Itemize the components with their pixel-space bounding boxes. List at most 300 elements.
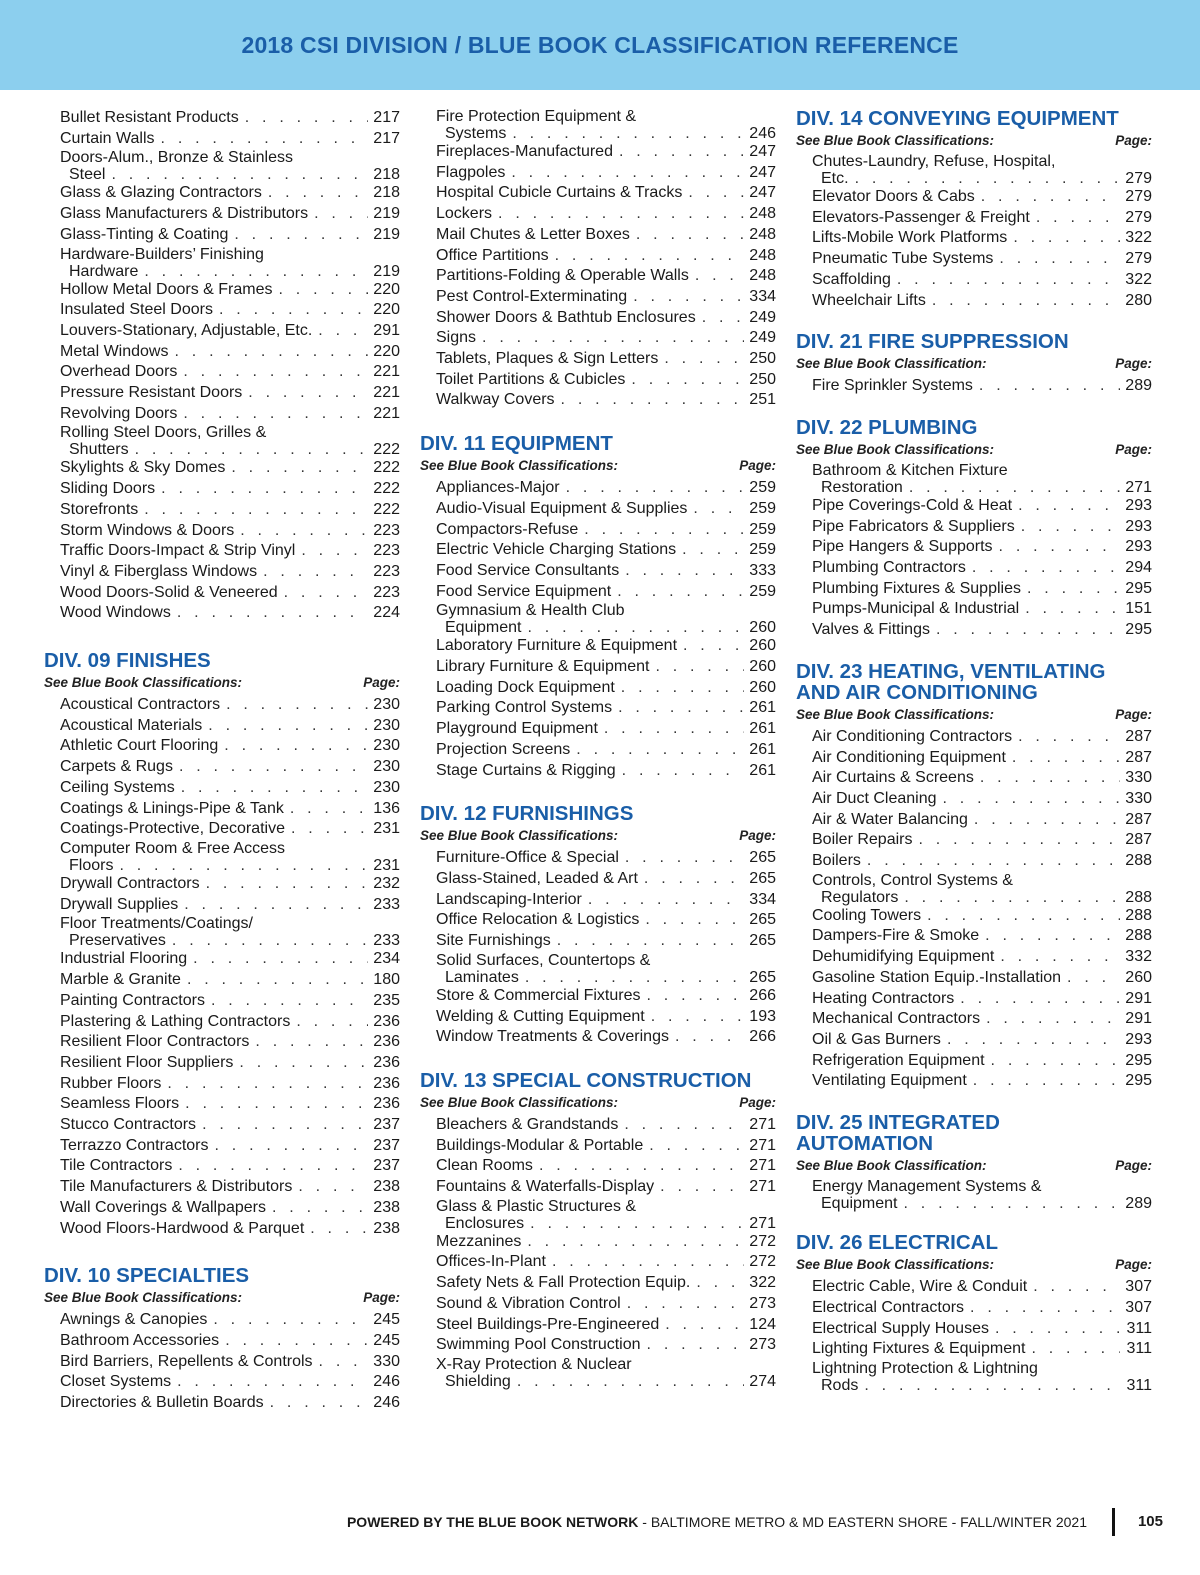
entry-page-number: 293 bbox=[1125, 517, 1152, 535]
classification-list bbox=[796, 153, 1152, 311]
entry-name: Painting Contractors bbox=[60, 991, 205, 1009]
entry-page-number: 293 bbox=[1125, 538, 1152, 556]
entry-page-number: 236 bbox=[373, 1074, 400, 1092]
entry-row bbox=[436, 1273, 776, 1294]
dot-leader bbox=[974, 810, 1120, 831]
classification-subheading bbox=[796, 133, 1152, 148]
entry-row bbox=[812, 228, 1152, 249]
entry-name: Glass & Plastic Structures & bbox=[436, 1197, 637, 1215]
footer-edition: - BALTIMORE METRO & MD EASTERN SHORE - FALL/WINTER 2021 bbox=[638, 1514, 1087, 1530]
division-heading bbox=[420, 433, 776, 454]
entry-name: Drywall Supplies bbox=[60, 895, 179, 913]
entry-name: Electric Cable, Wire & Conduit bbox=[812, 1278, 1028, 1296]
entry-page-number: 223 bbox=[373, 542, 400, 560]
entry-name: Bathroom & Kitchen Fixture bbox=[812, 461, 1008, 479]
classification-entry bbox=[436, 1115, 776, 1136]
page-title: 2018 CSI DIVISION / BLUE BOOK CLASSIFICATION REFERENCE bbox=[241, 31, 959, 58]
entry-page-number: 236 bbox=[373, 1012, 400, 1030]
entry-name: Coatings-Protective, Decorative bbox=[60, 820, 285, 838]
dot-leader bbox=[167, 1074, 368, 1095]
entry-name: Fireplaces-Manufactured bbox=[436, 143, 613, 160]
entry-row bbox=[60, 1219, 400, 1240]
page-column-label: Page: bbox=[363, 675, 400, 691]
entry-row bbox=[436, 890, 776, 911]
classification-entry bbox=[436, 1156, 776, 1177]
entry-page-number: 260 bbox=[1125, 968, 1152, 986]
entry-row bbox=[60, 874, 400, 895]
classification-entry bbox=[812, 947, 1152, 968]
entry-page-number: 273 bbox=[749, 1336, 776, 1354]
entry-page-number: 246 bbox=[373, 1394, 400, 1412]
entry-page-number: 248 bbox=[749, 205, 776, 223]
page-column-label: Page: bbox=[1115, 706, 1152, 722]
classification-entry bbox=[812, 517, 1152, 538]
entry-name: Air Conditioning Contractors bbox=[812, 727, 1013, 745]
entry-name: Wood Floors-Hardwood & Parquet bbox=[60, 1219, 305, 1237]
classification-entry bbox=[812, 1360, 1152, 1394]
dot-leader bbox=[144, 263, 368, 280]
entry-name: Glass-Stained, Leaded & Art bbox=[436, 869, 638, 887]
entry-row bbox=[60, 280, 400, 301]
entry-name: Awnings & Canopies bbox=[60, 1311, 208, 1329]
entry-name: Sliding Doors bbox=[60, 480, 156, 498]
classification-entry bbox=[60, 1115, 400, 1136]
classification-entry bbox=[60, 383, 400, 404]
dot-leader bbox=[226, 695, 368, 716]
classification-entry bbox=[812, 1339, 1152, 1360]
entry-row bbox=[812, 170, 1152, 187]
division-section bbox=[420, 108, 776, 411]
classification-list bbox=[420, 848, 776, 1048]
division-heading-line: DIV. 12 FURNISHINGS bbox=[420, 802, 634, 826]
classification-entry bbox=[60, 149, 400, 183]
classification-entry bbox=[436, 698, 776, 719]
dot-leader bbox=[1027, 579, 1120, 600]
entry-page-number: 265 bbox=[749, 932, 776, 950]
entry-name-continued: Etc. bbox=[821, 170, 849, 187]
entry-page-number: 288 bbox=[1125, 852, 1152, 870]
subheading-label: See Blue Book Classifications: bbox=[420, 828, 619, 844]
dot-leader bbox=[318, 321, 368, 342]
classification-entry bbox=[60, 1032, 400, 1053]
dot-leader bbox=[245, 108, 368, 129]
classification-entry bbox=[812, 789, 1152, 810]
entry-row bbox=[60, 1074, 400, 1095]
entry-name: Audio-Visual Equipment & Supplies bbox=[436, 499, 688, 517]
entry-row bbox=[60, 263, 400, 280]
entry-name: Window Treatments & Coverings bbox=[436, 1028, 669, 1046]
dot-leader bbox=[625, 848, 744, 869]
page-column-label: Page: bbox=[739, 828, 776, 844]
dot-leader bbox=[181, 778, 368, 799]
entry-row bbox=[812, 1030, 1152, 1051]
classification-entry bbox=[812, 620, 1152, 641]
dot-leader bbox=[696, 1273, 744, 1294]
page-column-label: Page: bbox=[739, 458, 776, 474]
entry-page-number: 223 bbox=[373, 583, 400, 601]
entry-page-number: 247 bbox=[749, 143, 776, 160]
dot-leader bbox=[119, 857, 368, 874]
dot-leader bbox=[272, 1198, 368, 1219]
entry-row bbox=[812, 479, 1152, 496]
entry-page-number: 221 bbox=[373, 404, 400, 422]
entry-page-number: 259 bbox=[749, 582, 776, 600]
entry-name: Directories & Bulletin Boards bbox=[60, 1394, 264, 1412]
entry-row bbox=[60, 166, 400, 183]
entry-row bbox=[60, 736, 400, 757]
entry-page-number: 136 bbox=[373, 799, 400, 817]
entry-name: Steel Buildings-Pre-Engineered bbox=[436, 1315, 660, 1333]
entry-name: Air Conditioning Equipment bbox=[812, 748, 1006, 766]
division-heading bbox=[44, 1265, 400, 1286]
entry-name: Pest Control-Exterminating bbox=[436, 287, 628, 305]
division-heading-line: DIV. 21 FIRE SUPPRESSION bbox=[796, 330, 1069, 354]
entry-name: Pipe Coverings-Cold & Heat bbox=[812, 496, 1013, 514]
division-heading-line: DIV. 10 SPECIALTIES bbox=[44, 1264, 250, 1288]
division-heading-line: DIV. 23 HEATING, VENTILATING bbox=[796, 659, 1106, 683]
dot-leader bbox=[298, 1177, 368, 1198]
entry-row bbox=[436, 1373, 776, 1390]
dot-leader bbox=[904, 1195, 1121, 1212]
classification-entry bbox=[812, 187, 1152, 208]
entry-page-number: 295 bbox=[1125, 1072, 1152, 1090]
entry-page-number: 218 bbox=[373, 166, 400, 184]
dot-leader bbox=[665, 1315, 744, 1336]
entry-name: Playground Equipment bbox=[436, 720, 598, 738]
entry-row bbox=[436, 1156, 776, 1177]
classification-entry bbox=[812, 228, 1152, 249]
entry-page-number: 280 bbox=[1125, 291, 1152, 309]
entry-row bbox=[60, 362, 400, 383]
entry-row bbox=[812, 989, 1152, 1010]
classification-entry bbox=[60, 895, 400, 916]
entry-page-number: 245 bbox=[373, 1311, 400, 1329]
classification-entry bbox=[812, 270, 1152, 291]
entry-row bbox=[60, 1372, 400, 1393]
entry-page-number: 222 bbox=[373, 500, 400, 518]
classification-entry bbox=[60, 736, 400, 757]
entry-row bbox=[436, 910, 776, 931]
entry-page-number: 271 bbox=[1125, 478, 1152, 496]
entry-page-number: 219 bbox=[373, 205, 400, 223]
entry-row bbox=[436, 204, 776, 225]
classification-entry bbox=[60, 541, 400, 562]
entry-page-number: 307 bbox=[1125, 1298, 1152, 1316]
entry-page-number: 247 bbox=[749, 163, 776, 181]
entry-name: Wood Windows bbox=[60, 604, 171, 622]
entry-name: Wall Coverings & Wallpapers bbox=[60, 1198, 266, 1216]
entry-name: Curtain Walls bbox=[60, 129, 155, 147]
dot-leader bbox=[263, 562, 368, 583]
entry-page-number: 217 bbox=[373, 129, 400, 147]
dot-leader bbox=[206, 874, 368, 895]
entry-page-number: 265 bbox=[749, 849, 776, 867]
entry-name: Solid Surfaces, Countertops & bbox=[436, 951, 651, 969]
dot-leader bbox=[1018, 727, 1120, 748]
entry-row bbox=[812, 830, 1152, 851]
dot-leader bbox=[627, 1294, 744, 1315]
entry-name: Air & Water Balancing bbox=[812, 810, 968, 828]
division-heading-line: DIV. 13 SPECIAL CONSTRUCTION bbox=[420, 1068, 752, 1092]
dot-leader bbox=[660, 1177, 744, 1198]
classification-subheading bbox=[796, 442, 1152, 457]
dot-leader bbox=[525, 969, 744, 986]
entry-row bbox=[60, 1352, 400, 1373]
division-section bbox=[796, 417, 1152, 641]
entry-row bbox=[812, 727, 1152, 748]
entry-page-number: 311 bbox=[1126, 1340, 1152, 1358]
division-heading bbox=[420, 803, 776, 824]
entry-row bbox=[436, 308, 776, 329]
entry-page-number: 230 bbox=[373, 758, 400, 776]
dot-leader bbox=[647, 986, 745, 1007]
entry-row bbox=[60, 1331, 400, 1352]
classification-entry bbox=[60, 949, 400, 970]
entry-name: Ventilating Equipment bbox=[812, 1072, 967, 1090]
subheading-label: See Blue Book Classifications: bbox=[420, 1094, 619, 1110]
entry-name: Hardware-Builders’ Finishing bbox=[60, 245, 264, 263]
dot-leader bbox=[482, 328, 744, 349]
classification-entry bbox=[812, 989, 1152, 1010]
entry-row bbox=[812, 1319, 1152, 1340]
entry-row bbox=[60, 383, 400, 404]
entry-row bbox=[60, 1177, 400, 1198]
dot-leader bbox=[991, 1051, 1120, 1072]
division-heading bbox=[796, 661, 1152, 703]
classification-list bbox=[420, 1115, 776, 1390]
division-section bbox=[796, 1112, 1152, 1212]
dot-leader bbox=[552, 1252, 744, 1273]
entry-name: Controls, Control Systems & bbox=[812, 871, 1013, 889]
entry-row bbox=[60, 479, 400, 500]
entry-row bbox=[436, 969, 776, 986]
entry-name: Gymnasium & Health Club bbox=[436, 602, 625, 620]
entry-row bbox=[60, 404, 400, 425]
entry-page-number: 237 bbox=[373, 1116, 400, 1134]
entry-row bbox=[436, 163, 776, 184]
entry-row bbox=[812, 851, 1152, 872]
classification-entry bbox=[812, 579, 1152, 600]
entry-name: Bird Barriers, Repellents & Controls bbox=[60, 1352, 313, 1370]
dot-leader bbox=[177, 1372, 368, 1393]
dot-leader bbox=[867, 851, 1120, 872]
entry-name: Flagpoles bbox=[436, 163, 506, 181]
classification-entry bbox=[436, 370, 776, 391]
dot-leader bbox=[618, 698, 744, 719]
entry-name-continued: Regulators bbox=[821, 888, 899, 906]
entry-page-number: 230 bbox=[373, 696, 400, 714]
entry-name: Lightning Protection & Lightning bbox=[812, 1359, 1038, 1377]
entry-row bbox=[436, 1136, 776, 1157]
classification-entry bbox=[60, 819, 400, 840]
entry-name: Bleachers & Grandstands bbox=[436, 1115, 619, 1133]
entry-page-number: 287 bbox=[1125, 727, 1152, 745]
entry-name: Pumps-Municipal & Industrial bbox=[812, 600, 1020, 618]
dot-leader bbox=[178, 1156, 368, 1177]
division-heading-line: DIV. 09 FINISHES bbox=[44, 649, 211, 673]
entry-row bbox=[436, 1294, 776, 1315]
classification-entry bbox=[60, 362, 400, 383]
dot-leader bbox=[530, 1215, 744, 1232]
entry-name: Pipe Fabricators & Suppliers bbox=[812, 517, 1015, 535]
entry-name: Glass-Tinting & Coating bbox=[60, 225, 229, 243]
entry-row bbox=[436, 370, 776, 391]
dot-leader bbox=[624, 1115, 744, 1136]
entry-row bbox=[812, 1339, 1152, 1360]
entry-name: Wood Doors-Solid & Veneered bbox=[60, 583, 278, 601]
classification-entry bbox=[436, 719, 776, 740]
classification-entry bbox=[60, 479, 400, 500]
dot-leader bbox=[539, 1156, 744, 1177]
entry-page-number: 237 bbox=[373, 1157, 400, 1175]
entry-page-number: 289 bbox=[1125, 1195, 1152, 1213]
entry-row bbox=[60, 799, 400, 820]
dot-leader bbox=[527, 1232, 744, 1253]
entry-row bbox=[812, 968, 1152, 989]
classification-subheading bbox=[44, 1290, 400, 1305]
entry-row bbox=[812, 906, 1152, 927]
entry-name: Food Service Consultants bbox=[436, 561, 620, 579]
entry-row bbox=[60, 1136, 400, 1157]
entry-page-number: 250 bbox=[749, 350, 776, 368]
dot-leader bbox=[183, 362, 368, 383]
entry-row bbox=[60, 970, 400, 991]
entry-name: Pneumatic Tube Systems bbox=[812, 250, 994, 268]
entry-page-number: 265 bbox=[749, 869, 776, 887]
classification-entry bbox=[436, 1198, 776, 1232]
entry-row bbox=[812, 889, 1152, 906]
dot-leader bbox=[231, 458, 368, 479]
division-section bbox=[420, 1070, 776, 1390]
entry-page-number: 265 bbox=[749, 911, 776, 929]
entry-page-number: 311 bbox=[1126, 1319, 1152, 1337]
classification-entry bbox=[60, 1372, 400, 1393]
entry-name: Fire Protection Equipment & bbox=[436, 108, 637, 125]
entry-row bbox=[60, 1053, 400, 1074]
entry-name: Toilet Partitions & Cubicles bbox=[436, 370, 626, 388]
entry-page-number: 180 bbox=[373, 971, 400, 989]
classification-entry bbox=[812, 208, 1152, 229]
dot-leader bbox=[301, 541, 368, 562]
dot-leader bbox=[161, 479, 368, 500]
entry-row bbox=[60, 1094, 400, 1115]
entry-page-number: 261 bbox=[749, 699, 776, 717]
classification-subheading bbox=[44, 675, 400, 690]
classification-entry bbox=[812, 748, 1152, 769]
entry-page-number: 332 bbox=[1125, 948, 1152, 966]
classification-entry bbox=[436, 204, 776, 225]
dot-leader bbox=[644, 869, 744, 890]
entry-row bbox=[436, 540, 776, 561]
dot-leader bbox=[617, 582, 744, 603]
entry-row bbox=[60, 1156, 400, 1177]
entry-page-number: 234 bbox=[373, 950, 400, 968]
entry-name-continued: Shutters bbox=[69, 441, 129, 459]
classification-entry bbox=[60, 225, 400, 246]
entry-row bbox=[436, 698, 776, 719]
entry-name: Cooling Towers bbox=[812, 906, 922, 924]
entry-name: Heating Contractors bbox=[812, 989, 955, 1007]
classification-entry bbox=[436, 390, 776, 411]
entry-page-number: 230 bbox=[373, 737, 400, 755]
entry-page-number: 265 bbox=[749, 968, 776, 986]
entry-name: Lifts-Mobile Work Platforms bbox=[812, 229, 1008, 247]
entry-page-number: 246 bbox=[373, 1373, 400, 1391]
classification-entry bbox=[436, 540, 776, 561]
entry-page-number: 217 bbox=[373, 109, 400, 126]
classification-entry bbox=[436, 890, 776, 911]
entry-row bbox=[436, 520, 776, 541]
classification-entry bbox=[436, 761, 776, 782]
dot-leader bbox=[215, 1136, 369, 1157]
dot-leader bbox=[240, 521, 368, 542]
entry-row bbox=[436, 142, 776, 163]
classification-entry bbox=[60, 1094, 400, 1115]
entry-page-number: 248 bbox=[749, 225, 776, 243]
entry-name: Walkway Covers bbox=[436, 391, 555, 409]
entry-row bbox=[812, 270, 1152, 291]
entry-page-number: 307 bbox=[1125, 1278, 1152, 1296]
entry-name: Traffic Doors-Impact & Strip Vinyl bbox=[60, 542, 296, 560]
classification-entry bbox=[436, 1177, 776, 1198]
dot-leader bbox=[664, 349, 744, 370]
entry-name: Valves & Fittings bbox=[812, 621, 930, 639]
classification-entry bbox=[60, 458, 400, 479]
entry-row bbox=[436, 328, 776, 349]
entry-row bbox=[812, 926, 1152, 947]
division-section bbox=[796, 108, 1152, 311]
classification-entry bbox=[60, 108, 400, 129]
entry-page-number: 218 bbox=[373, 184, 400, 202]
entry-page-number: 293 bbox=[1125, 1030, 1152, 1048]
entry-name: Site Furnishings bbox=[436, 932, 551, 950]
entry-page-number: 330 bbox=[1125, 769, 1152, 787]
entry-name: Acoustical Materials bbox=[60, 716, 203, 734]
classification-entry bbox=[436, 349, 776, 370]
entry-row bbox=[812, 579, 1152, 600]
dot-leader bbox=[947, 1030, 1120, 1051]
classification-entry bbox=[436, 1315, 776, 1336]
entry-page-number: 259 bbox=[749, 520, 776, 538]
classification-entry bbox=[60, 424, 400, 458]
dot-leader bbox=[645, 910, 744, 931]
entry-row bbox=[812, 291, 1152, 312]
entry-row bbox=[60, 441, 400, 458]
entry-name-continued: Hardware bbox=[69, 262, 139, 280]
entry-page-number: 222 bbox=[373, 480, 400, 498]
dot-leader bbox=[193, 949, 368, 970]
dot-leader bbox=[927, 906, 1120, 927]
classification-entry bbox=[60, 970, 400, 991]
dot-leader bbox=[633, 287, 744, 308]
entry-page-number: 271 bbox=[749, 1136, 776, 1154]
entry-name: Gasoline Station Equip.-Installation bbox=[812, 968, 1062, 986]
entry-name: X-Ray Protection & Nuclear bbox=[436, 1355, 632, 1373]
division-heading bbox=[796, 108, 1152, 129]
classification-entry bbox=[436, 163, 776, 184]
entry-name: Oil & Gas Burners bbox=[812, 1030, 941, 1048]
entry-row bbox=[436, 1335, 776, 1356]
classification-entry bbox=[60, 1053, 400, 1074]
dot-leader bbox=[675, 1027, 744, 1048]
entry-name: Resilient Floor Contractors bbox=[60, 1033, 250, 1051]
entry-row bbox=[436, 225, 776, 246]
dot-leader bbox=[584, 520, 744, 541]
subheading-label: See Blue Book Classifications: bbox=[796, 1257, 995, 1273]
classification-entry bbox=[60, 300, 400, 321]
classification-entry bbox=[60, 321, 400, 342]
entry-page-number: 220 bbox=[373, 301, 400, 319]
